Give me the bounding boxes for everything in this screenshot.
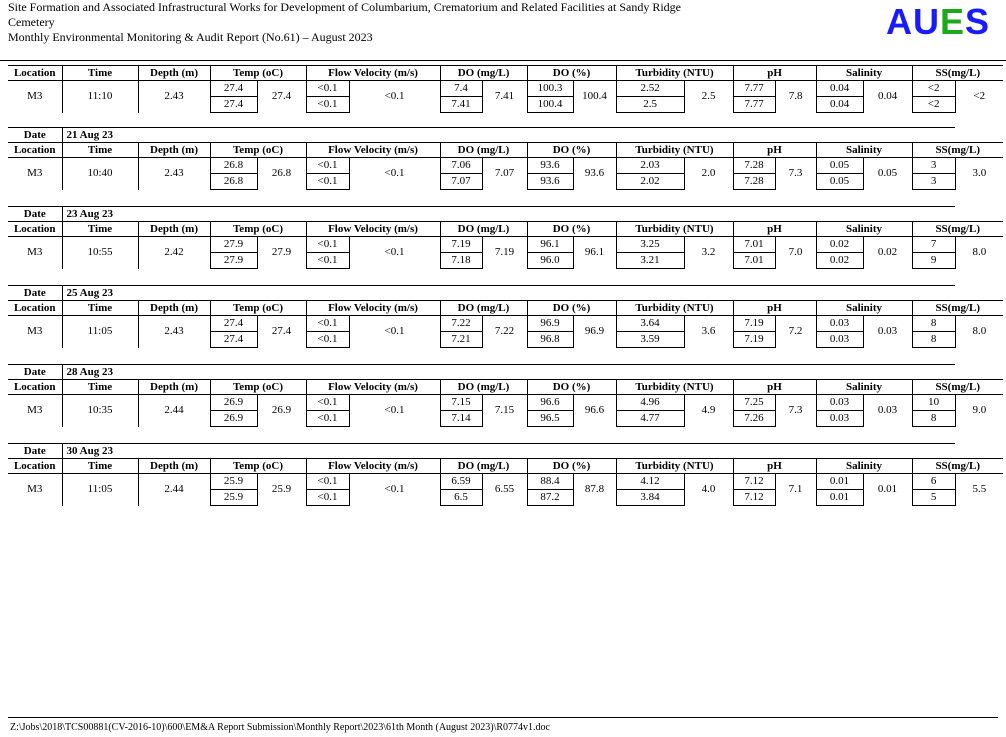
monitoring-table <box>8 364 1003 427</box>
do_mg-average: 7.22 <box>482 316 527 348</box>
flow-reading-1: <0.1 <box>306 237 349 253</box>
column-header: Salinity <box>816 222 912 237</box>
do_pct-reading-1: 96.6 <box>527 395 573 411</box>
column-header: DO (%) <box>527 380 616 395</box>
turb-reading-1: 3.25 <box>616 237 684 253</box>
turb-average: 3.6 <box>684 316 733 348</box>
sal-reading-1: 0.03 <box>816 316 863 332</box>
sal-reading-2: 0.02 <box>816 253 863 269</box>
flow-reading-1: <0.1 <box>306 474 349 490</box>
column-header: Depth (m) <box>138 66 210 81</box>
do_mg-reading-1: 7.22 <box>440 316 482 332</box>
date-label: Date <box>8 128 62 143</box>
do_pct-average: 100.4 <box>573 81 616 113</box>
ss-reading-1: 6 <box>912 474 955 490</box>
turb-reading-1: 2.52 <box>616 81 684 97</box>
turb-reading-2: 2.02 <box>616 174 684 190</box>
column-header: Depth (m) <box>138 301 210 316</box>
ph-reading-1: 7.28 <box>733 158 775 174</box>
logo-letter: E <box>939 1 965 42</box>
ss-reading-1: 7 <box>912 237 955 253</box>
column-header: Salinity <box>816 380 912 395</box>
do_pct-average: 96.9 <box>573 316 616 348</box>
column-header: Flow Velocity (m/s) <box>306 143 440 158</box>
column-header: Turbidity (NTU) <box>616 143 733 158</box>
sal-reading-2: 0.05 <box>816 174 863 190</box>
turb-reading-1: 2.03 <box>616 158 684 174</box>
flow-average: <0.1 <box>349 81 440 113</box>
flow-average: <0.1 <box>349 474 440 506</box>
time-cell: 11:05 <box>62 474 138 506</box>
do_pct-reading-2: 93.6 <box>527 174 573 190</box>
depth-cell: 2.43 <box>138 316 210 348</box>
column-header: Time <box>62 301 138 316</box>
column-header: DO (mg/L) <box>440 222 527 237</box>
ss-average: 8.0 <box>972 246 987 259</box>
flow-reading-2: <0.1 <box>306 174 349 190</box>
column-header: Turbidity (NTU) <box>616 222 733 237</box>
sal-reading-1: 0.03 <box>816 395 863 411</box>
flow-average: <0.1 <box>349 237 440 269</box>
do_mg-average: 7.07 <box>482 158 527 190</box>
sal-average: 0.02 <box>863 237 912 269</box>
location-cell: M3 <box>8 158 62 190</box>
temp-average: 26.8 <box>257 158 306 190</box>
flow-reading-1: <0.1 <box>306 395 349 411</box>
column-header: Depth (m) <box>138 459 210 474</box>
column-header: pH <box>733 66 816 81</box>
column-header: Temp (oC) <box>210 66 306 81</box>
do_pct-reading-1: 96.9 <box>527 316 573 332</box>
logo-letter: S <box>964 1 990 42</box>
ss-average: <2 <box>973 90 986 103</box>
monitoring-table <box>8 65 1003 113</box>
column-header: Time <box>62 380 138 395</box>
ph-reading-1: 7.25 <box>733 395 775 411</box>
column-header: Temp (oC) <box>210 380 306 395</box>
column-header: DO (%) <box>527 222 616 237</box>
column-header: Location <box>8 222 62 237</box>
ph-reading-1: 7.12 <box>733 474 775 490</box>
ss-reading-2: 8 <box>912 332 955 348</box>
sal-reading-1: 0.01 <box>816 474 863 490</box>
column-header: Flow Velocity (m/s) <box>306 301 440 316</box>
aues-logo <box>886 2 990 42</box>
date-value: 28 Aug 23 <box>62 365 955 380</box>
column-header: Salinity <box>816 143 912 158</box>
do_pct-reading-2: 96.5 <box>527 411 573 427</box>
sal-average: 0.05 <box>863 158 912 190</box>
temp-reading-1: 27.4 <box>210 316 257 332</box>
do_mg-average: 7.19 <box>482 237 527 269</box>
column-header: SS(mg/L) <box>912 459 1003 474</box>
column-header: Time <box>62 66 138 81</box>
time-cell: 10:55 <box>62 237 138 269</box>
location-cell: M3 <box>8 395 62 427</box>
flow-reading-1: <0.1 <box>306 316 349 332</box>
column-header: DO (%) <box>527 66 616 81</box>
flow-reading-2: <0.1 <box>306 411 349 427</box>
ph-average: 7.8 <box>775 81 816 113</box>
do_pct-reading-1: 88.4 <box>527 474 573 490</box>
file-path-footer: Z:\Jobs\2018\TCS00881(CV-2016-10)\600\EM&A Report Submission\Monthly Report\2023\61th Month (August 2023)\R0774v1.doc <box>10 722 550 733</box>
ss-reading-1: 3 <box>912 158 955 174</box>
sal-reading-2: 0.04 <box>816 97 863 113</box>
column-header: Location <box>8 66 62 81</box>
do_pct-average: 96.1 <box>573 237 616 269</box>
flow-reading-2: <0.1 <box>306 490 349 506</box>
ss-reading-1: <2 <box>912 81 955 97</box>
date-label: Date <box>8 444 62 459</box>
column-header: DO (%) <box>527 143 616 158</box>
column-header: DO (mg/L) <box>440 301 527 316</box>
sal-reading-2: 0.01 <box>816 490 863 506</box>
sal-average: 0.03 <box>863 316 912 348</box>
monitoring-table <box>8 127 1003 190</box>
column-header: Turbidity (NTU) <box>616 66 733 81</box>
do_mg-average: 7.15 <box>482 395 527 427</box>
logo-letter: A <box>885 1 913 42</box>
turb-reading-1: 4.12 <box>616 474 684 490</box>
ss-average: 8.0 <box>972 325 987 338</box>
time-cell: 10:35 <box>62 395 138 427</box>
column-header: Temp (oC) <box>210 143 306 158</box>
depth-cell: 2.42 <box>138 237 210 269</box>
temp-reading-2: 25.9 <box>210 490 257 506</box>
do_pct-reading-2: 96.0 <box>527 253 573 269</box>
ph-reading-2: 7.26 <box>733 411 775 427</box>
do_mg-average: 7.41 <box>482 81 527 113</box>
turb-reading-2: 3.59 <box>616 332 684 348</box>
ph-reading-2: 7.19 <box>733 332 775 348</box>
column-header: Temp (oC) <box>210 301 306 316</box>
report-subtitle: Monthly Environmental Monitoring & Audit Report (No.61) – August 2023 <box>8 30 373 44</box>
do_mg-reading-1: 7.4 <box>440 81 482 97</box>
ph-average: 7.3 <box>775 395 816 427</box>
date-value: 30 Aug 23 <box>62 444 955 459</box>
temp-average: 27.4 <box>257 81 306 113</box>
do_pct-reading-2: 100.4 <box>527 97 573 113</box>
turb-reading-1: 3.64 <box>616 316 684 332</box>
turb-average: 4.9 <box>684 395 733 427</box>
turb-reading-2: 4.77 <box>616 411 684 427</box>
monitoring-table <box>8 206 1003 269</box>
column-header: DO (%) <box>527 301 616 316</box>
ph-reading-2: 7.12 <box>733 490 775 506</box>
do_mg-reading-2: 7.07 <box>440 174 482 190</box>
ph-reading-1: 7.77 <box>733 81 775 97</box>
logo-letter: U <box>912 1 940 42</box>
depth-cell: 2.43 <box>138 158 210 190</box>
column-header: Location <box>8 459 62 474</box>
do_pct-reading-2: 96.8 <box>527 332 573 348</box>
column-header: pH <box>733 222 816 237</box>
do_pct-reading-1: 93.6 <box>527 158 573 174</box>
column-header: pH <box>733 143 816 158</box>
do_pct-average: 87.8 <box>573 474 616 506</box>
column-header: Time <box>62 143 138 158</box>
temp-average: 27.9 <box>257 237 306 269</box>
do_mg-average: 6.55 <box>482 474 527 506</box>
flow-average: <0.1 <box>349 395 440 427</box>
page-header <box>8 0 998 48</box>
column-header: Temp (oC) <box>210 459 306 474</box>
column-header: Flow Velocity (m/s) <box>306 380 440 395</box>
sal-average: 0.03 <box>863 395 912 427</box>
do_mg-reading-1: 6.59 <box>440 474 482 490</box>
do_pct-average: 96.6 <box>573 395 616 427</box>
column-header: Depth (m) <box>138 143 210 158</box>
location-cell: M3 <box>8 316 62 348</box>
flow-average: <0.1 <box>349 158 440 190</box>
temp-reading-2: 26.9 <box>210 411 257 427</box>
column-header: DO (%) <box>527 459 616 474</box>
sal-reading-1: 0.02 <box>816 237 863 253</box>
do_mg-reading-2: 7.14 <box>440 411 482 427</box>
ph-average: 7.2 <box>775 316 816 348</box>
column-header: Turbidity (NTU) <box>616 459 733 474</box>
location-cell: M3 <box>8 474 62 506</box>
date-value: 21 Aug 23 <box>62 128 955 143</box>
column-header: Flow Velocity (m/s) <box>306 222 440 237</box>
temp-average: 27.4 <box>257 316 306 348</box>
column-header: pH <box>733 459 816 474</box>
do_pct-reading-2: 87.2 <box>527 490 573 506</box>
sal-reading-2: 0.03 <box>816 332 863 348</box>
ss-reading-2: 9 <box>912 253 955 269</box>
flow-reading-1: <0.1 <box>306 81 349 97</box>
time-cell: 11:10 <box>62 81 138 113</box>
temp-reading-2: 26.8 <box>210 174 257 190</box>
column-header: Salinity <box>816 66 912 81</box>
column-header: Turbidity (NTU) <box>616 380 733 395</box>
ph-average: 7.3 <box>775 158 816 190</box>
column-header: SS(mg/L) <box>912 301 1003 316</box>
sal-reading-1: 0.04 <box>816 81 863 97</box>
column-header: SS(mg/L) <box>912 66 1003 81</box>
sal-average: 0.01 <box>863 474 912 506</box>
time-cell: 10:40 <box>62 158 138 190</box>
temp-reading-2: 27.4 <box>210 97 257 113</box>
location-cell: M3 <box>8 237 62 269</box>
temp-reading-1: 27.4 <box>210 81 257 97</box>
do_mg-reading-2: 6.5 <box>440 490 482 506</box>
time-cell: 11:05 <box>62 316 138 348</box>
flow-reading-2: <0.1 <box>306 253 349 269</box>
turb-reading-1: 4.96 <box>616 395 684 411</box>
column-header: SS(mg/L) <box>912 380 1003 395</box>
date-label: Date <box>8 365 62 380</box>
report-title-line-1: Site Formation and Associated Infrastructural Works for Development of Columbarium, Crematorium and Related Facilities at Sandy Ridge <box>8 0 682 14</box>
column-header: Flow Velocity (m/s) <box>306 459 440 474</box>
column-header: Time <box>62 222 138 237</box>
ph-reading-1: 7.01 <box>733 237 775 253</box>
depth-cell: 2.44 <box>138 474 210 506</box>
do_mg-reading-2: 7.21 <box>440 332 482 348</box>
do_pct-average: 93.6 <box>573 158 616 190</box>
temp-reading-2: 27.4 <box>210 332 257 348</box>
sal-average: 0.04 <box>863 81 912 113</box>
turb-reading-2: 2.5 <box>616 97 684 113</box>
header-rule <box>0 60 1006 61</box>
ss-reading-2: 3 <box>912 174 955 190</box>
column-header: Location <box>8 380 62 395</box>
turb-average: 2.0 <box>684 158 733 190</box>
ph-reading-2: 7.77 <box>733 97 775 113</box>
column-header: DO (mg/L) <box>440 66 527 81</box>
column-header: SS(mg/L) <box>912 222 1003 237</box>
ph-reading-2: 7.28 <box>733 174 775 190</box>
monitoring-table <box>8 285 1003 348</box>
ss-average: 3.0 <box>972 167 987 180</box>
column-header: DO (mg/L) <box>440 380 527 395</box>
column-header: DO (mg/L) <box>440 143 527 158</box>
do_mg-reading-1: 7.19 <box>440 237 482 253</box>
do_mg-reading-2: 7.18 <box>440 253 482 269</box>
ss-reading-1: 10 <box>912 395 955 411</box>
temp-reading-1: 25.9 <box>210 474 257 490</box>
date-label: Date <box>8 286 62 301</box>
date-label: Date <box>8 207 62 222</box>
do_pct-reading-1: 96.1 <box>527 237 573 253</box>
column-header: Depth (m) <box>138 380 210 395</box>
do_mg-reading-1: 7.06 <box>440 158 482 174</box>
ss-reading-2: 8 <box>912 411 955 427</box>
ph-average: 7.1 <box>775 474 816 506</box>
monitoring-table <box>8 443 1003 506</box>
column-header: Depth (m) <box>138 222 210 237</box>
flow-reading-2: <0.1 <box>306 97 349 113</box>
do_mg-reading-2: 7.41 <box>440 97 482 113</box>
flow-reading-1: <0.1 <box>306 158 349 174</box>
column-header: Turbidity (NTU) <box>616 301 733 316</box>
column-header: Location <box>8 143 62 158</box>
turb-reading-2: 3.21 <box>616 253 684 269</box>
turb-reading-2: 3.84 <box>616 490 684 506</box>
ss-reading-2: <2 <box>912 97 955 113</box>
depth-cell: 2.43 <box>138 81 210 113</box>
column-header: DO (mg/L) <box>440 459 527 474</box>
column-header: pH <box>733 301 816 316</box>
ss-average: 5.5 <box>972 483 987 496</box>
column-header: pH <box>733 380 816 395</box>
ss-average: 9.0 <box>972 404 987 417</box>
ss-reading-1: 8 <box>912 316 955 332</box>
turb-average: 3.2 <box>684 237 733 269</box>
column-header: Time <box>62 459 138 474</box>
ph-average: 7.0 <box>775 237 816 269</box>
flow-reading-2: <0.1 <box>306 332 349 348</box>
ph-reading-2: 7.01 <box>733 253 775 269</box>
ss-reading-2: 5 <box>912 490 955 506</box>
report-title-line-2: Cemetery <box>8 15 55 29</box>
do_pct-reading-1: 100.3 <box>527 81 573 97</box>
sal-reading-2: 0.03 <box>816 411 863 427</box>
sal-reading-1: 0.05 <box>816 158 863 174</box>
column-header: Temp (oC) <box>210 222 306 237</box>
ph-reading-1: 7.19 <box>733 316 775 332</box>
temp-reading-1: 27.9 <box>210 237 257 253</box>
column-header: Location <box>8 301 62 316</box>
turb-average: 2.5 <box>684 81 733 113</box>
location-cell: M3 <box>8 81 62 113</box>
column-header: Salinity <box>816 459 912 474</box>
depth-cell: 2.44 <box>138 395 210 427</box>
temp-average: 26.9 <box>257 395 306 427</box>
footer-rule <box>8 717 998 718</box>
date-value: 23 Aug 23 <box>62 207 955 222</box>
turb-average: 4.0 <box>684 474 733 506</box>
do_mg-reading-1: 7.15 <box>440 395 482 411</box>
flow-average: <0.1 <box>349 316 440 348</box>
column-header: SS(mg/L) <box>912 143 1003 158</box>
temp-average: 25.9 <box>257 474 306 506</box>
temp-reading-1: 26.9 <box>210 395 257 411</box>
column-header: Flow Velocity (m/s) <box>306 66 440 81</box>
date-value: 25 Aug 23 <box>62 286 955 301</box>
column-header: Salinity <box>816 301 912 316</box>
temp-reading-1: 26.8 <box>210 158 257 174</box>
temp-reading-2: 27.9 <box>210 253 257 269</box>
